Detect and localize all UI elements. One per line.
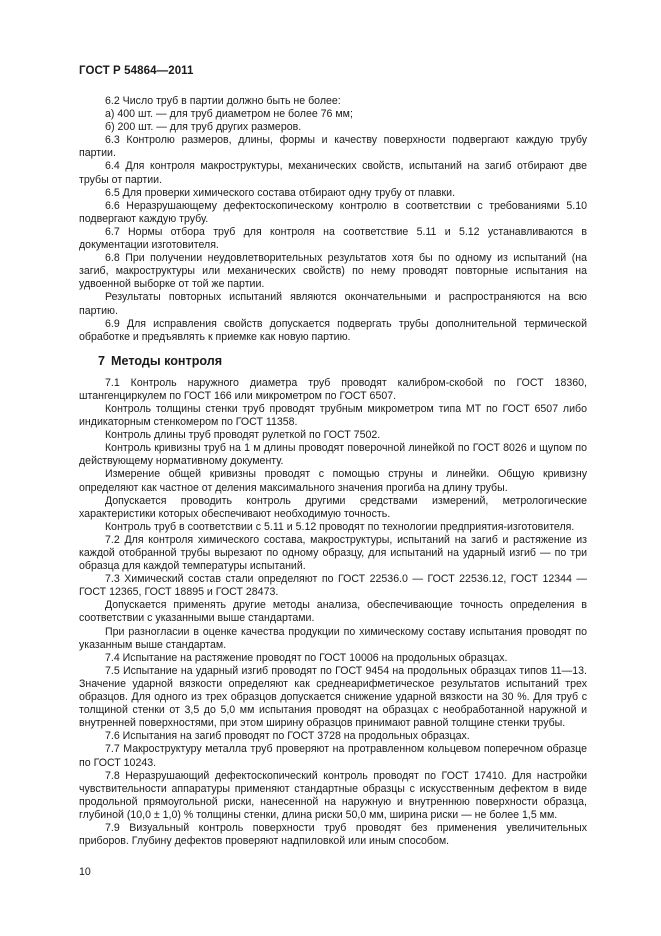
paragraph: 7.2 Для контроля химического состава, макроструктуры, испытаний на загиб и растяжение из каждой отобранной трубы вырезают по одному образцу, для испытаний на ударный изгиб — по три образца для каждой температуры испытаний.: [79, 533, 587, 573]
section-heading: [79, 354, 587, 369]
paragraph: Контроль труб в соответствии с 5.11 и 5.12 проводят по технологии предприятия-изготовителя.: [105, 520, 575, 533]
paragraph: 6.2 Число труб в партии должно быть не более:: [105, 95, 341, 107]
paragraph: 6.9 Для исправления свойств допускается подвергать трубы дополнительной термической обработке и предъявлять к приемке как новую партию.: [79, 317, 587, 343]
paragraph: 6.6 Неразрушающему дефектоскопическому контролю в соответствии с требованиями 5.10 подвергают каждую трубу.: [79, 199, 587, 225]
paragraph: 7.1 Контроль наружного диаметра труб проводят калибром-скобой по ГОСТ 18360, штангенциркулем по ГОСТ 166 или микрометром по ГОСТ 6507.: [79, 376, 587, 402]
paragraph: Допускается применять другие методы анализа, обеспечивающие точность определения в соответствии с указанными выше стандартами.: [79, 599, 587, 625]
paragraph: 7.5 Испытание на ударный изгиб проводят по ГОСТ 9454 на продольных образцах типов 11—13. Значение ударной вязкости определяют как среднеарифметическое результатов испытаний трех образцов. Для одного из трех образцов допускается снижение ударной вязкости на 30 %. Для труб с толщиной стенки от 3,5 до 5,0 мм испытания проводят на образцах с необработанной наружной и внутренней поверхностями, при этом ширину образцов принимают равной толщине стенки трубы.: [79, 664, 587, 730]
paragraph: Контроль кривизны труб на 1 м длины проводят поверочной линейкой по ГОСТ 8026 и щупом по действующему нормативному документу.: [79, 442, 587, 468]
document-body: [79, 95, 587, 848]
paragraph: Контроль длины труб проводят рулеткой по ГОСТ 7502.: [105, 429, 381, 442]
paragraph: 6.4 Для контроля макроструктуры, механических свойств, испытаний на загиб отбирают две трубы от партии.: [79, 160, 587, 186]
paragraph: 7.7 Макроструктуру металла труб проверяют на протравленном кольцевом поперечном образце по ГОСТ 10243.: [79, 743, 587, 769]
paragraph: При разногласии в оценке качества продукции по химическому составу испытания проводят по указанным выше стандартам.: [79, 625, 587, 651]
document-header: ГОСТ Р 54864—2011: [79, 65, 194, 77]
paragraph: 7.6 Испытания на загиб проводят по ГОСТ 3728 на продольных образцах.: [105, 730, 470, 743]
paragraph: 7.3 Химический состав стали определяют по ГОСТ 22536.0 — ГОСТ 22536.12, ГОСТ 12344 — ГОСТ 12365, ГОСТ 18895 и ГОСТ 28473.: [79, 573, 587, 599]
page-number: 10: [79, 866, 91, 878]
paragraph: Контроль толщины стенки труб проводят трубным микрометром типа МТ по ГОСТ 6507 либо индикаторным стенкомером по ГОСТ 11358.: [79, 402, 587, 429]
list-item: а) 400 шт. — для труб диаметром не более 76 мм;: [105, 108, 353, 121]
paragraph: 6.7 Нормы отбора труб для контроля на соответствие 5.11 и 5.12 устанавливаются в документации изготовителя.: [79, 225, 587, 252]
section-title: Методы контроля: [111, 353, 223, 368]
paragraph: Измерение общей кривизны проводят с помощью струны и линейки. Общую кривизну определяют как частное от деления максимального значения прогиба на длину трубы.: [79, 468, 587, 494]
paragraph: 6.8 При получении неудовлетворительных результатов хотя бы по одному из испытаний (на загиб, макроструктуры или механических свойств) по нему проводят повторные испытания на удвоенной выборке от той же партии.: [79, 252, 587, 291]
paragraph: Результаты повторных испытаний являются окончательными и распространяются на всю партию.: [79, 291, 587, 317]
list-item: б) 200 шт. — для труб других размеров.: [105, 121, 302, 134]
paragraph: 7.8 Неразрушающий дефектоскопический контроль проводят по ГОСТ 17410. Для настройки чувствительности аппаратуры применяют стандартные образцы с искусственным дефектом в виде продольной прямоугольной риски, нанесенной на наружную и внутреннюю поверхности образца, глубиной (10,0 ± 1,0) % толщины стенки, длина риски 50,0 мм, ширина риски — не более 1,5 мм.: [79, 769, 587, 821]
paragraph: 7.9 Визуальный контроль поверхности труб проводят без применения увеличительных приборов. Глубину дефектов проверяют надпиловкой или иным способом.: [79, 821, 587, 848]
paragraph: 6.3 Контролю размеров, длины, формы и качеству поверхности подвергают каждую трубу партии.: [79, 134, 587, 160]
section-number: 7: [97, 353, 105, 368]
paragraph: Допускается проводить контроль другими средствами измерений, метрологические характеристики которых обеспечивают необходимую точность.: [79, 494, 587, 520]
paragraph: 6.5 Для проверки химического состава отбирают одну трубу от плавки.: [105, 186, 456, 199]
paragraph: 7.4 Испытание на растяжение проводят по ГОСТ 10006 на продольных образцах.: [105, 651, 508, 664]
